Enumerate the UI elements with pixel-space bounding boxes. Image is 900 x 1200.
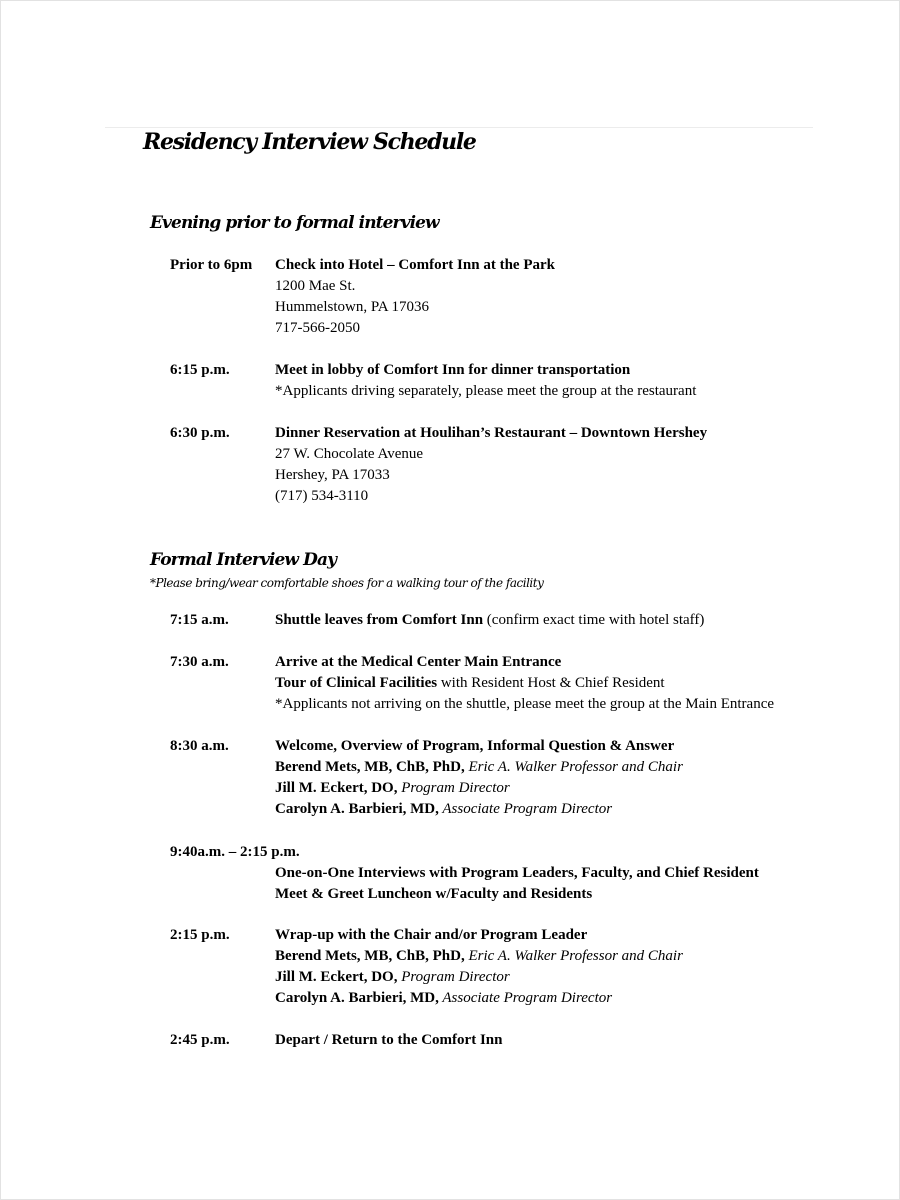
schedule-detail xyxy=(275,863,759,905)
schedule-time: 8:30 a.m. xyxy=(170,738,229,754)
person-name: Jill M. Eckert, DO, xyxy=(275,780,398,796)
schedule-detail xyxy=(275,736,683,820)
schedule-time: Prior to 6pm xyxy=(170,257,253,273)
tour-detail: with Resident Host & Chief Resident xyxy=(437,675,665,691)
schedule-time: 6:30 p.m. xyxy=(170,425,230,441)
person-name: Carolyn A. Barbieri, MD, xyxy=(275,990,439,1006)
interview-day-heading: Formal Interview Day xyxy=(150,550,337,570)
person-role: Eric A. Walker Professor and Chair xyxy=(464,759,683,775)
schedule-detail xyxy=(275,360,696,402)
city-state-zip: Hummelstown, PA 17036 xyxy=(275,299,430,315)
person-line xyxy=(275,799,683,820)
evening-section-heading: Evening prior to formal interview xyxy=(150,213,439,233)
person-line xyxy=(275,757,683,778)
schedule-detail xyxy=(275,1030,502,1051)
schedule-time: 7:30 a.m. xyxy=(170,654,229,670)
schedule-title: Welcome, Overview of Program, Informal Question & Answer xyxy=(275,738,675,754)
street-address: 1200 Mae St. xyxy=(275,278,356,294)
schedule-title: Depart / Return to the Comfort Inn xyxy=(275,1032,503,1048)
person-role: Program Director xyxy=(397,969,510,985)
schedule-title: Dinner Reservation at Houlihan’s Restaurant – Downtown Hershey xyxy=(275,425,708,441)
schedule-detail xyxy=(275,610,704,631)
tour-label: Tour of Clinical Facilities xyxy=(275,675,438,691)
schedule-title: Wrap-up with the Chair and/or Program Leader xyxy=(275,927,588,943)
schedule-time: 6:15 p.m. xyxy=(170,362,230,378)
schedule-time: 2:45 p.m. xyxy=(170,1032,230,1048)
schedule-title: Arrive at the Medical Center Main Entrance xyxy=(275,654,562,670)
schedule-note: *Applicants not arriving on the shuttle, please meet the group at the Main Entrance xyxy=(275,696,775,712)
schedule-title: One-on-One Interviews with Program Leaders, Faculty, and Chief Resident xyxy=(275,865,759,881)
person-role: Associate Program Director xyxy=(438,990,613,1006)
header-divider xyxy=(105,127,813,128)
schedule-detail xyxy=(275,925,683,1009)
schedule-detail xyxy=(275,255,555,339)
schedule-detail xyxy=(275,423,707,507)
person-role: Program Director xyxy=(397,780,510,796)
schedule-note: *Applicants driving separately, please meet the group at the restaurant xyxy=(275,383,697,399)
schedule-time: 9:40a.m. – 2:15 p.m. xyxy=(170,844,300,860)
person-role: Associate Program Director xyxy=(438,801,613,817)
page-title: Residency Interview Schedule xyxy=(143,129,476,155)
person-name: Berend Mets, MB, ChB, PhD, xyxy=(275,948,465,964)
person-line xyxy=(275,946,683,967)
phone-number: (717) 534-3110 xyxy=(275,488,369,504)
schedule-time: 2:15 p.m. xyxy=(170,927,230,943)
schedule-title: Meet in lobby of Comfort Inn for dinner transportation xyxy=(275,362,631,378)
person-line xyxy=(275,778,683,799)
schedule-title-suffix: (confirm exact time with hotel staff) xyxy=(483,612,705,628)
schedule-detail xyxy=(275,652,774,715)
person-line xyxy=(275,967,683,988)
schedule-title: Shuttle leaves from Comfort Inn xyxy=(275,612,484,628)
phone-number: 717-566-2050 xyxy=(275,320,360,336)
interview-day-note: *Please bring/wear comfortable shoes for a walking tour of the facility xyxy=(150,576,544,590)
person-name: Carolyn A. Barbieri, MD, xyxy=(275,801,439,817)
city-state-zip: Hershey, PA 17033 xyxy=(275,467,390,483)
schedule-time: 7:15 a.m. xyxy=(170,612,229,628)
schedule-title: Check into Hotel – Comfort Inn at the Park xyxy=(275,257,555,273)
street-address: 27 W. Chocolate Avenue xyxy=(275,446,424,462)
person-name: Jill M. Eckert, DO, xyxy=(275,969,398,985)
schedule-subtitle: Meet & Greet Luncheon w/Faculty and Residents xyxy=(275,886,593,902)
person-role: Eric A. Walker Professor and Chair xyxy=(464,948,683,964)
person-name: Berend Mets, MB, ChB, PhD, xyxy=(275,759,465,775)
person-line xyxy=(275,988,683,1009)
